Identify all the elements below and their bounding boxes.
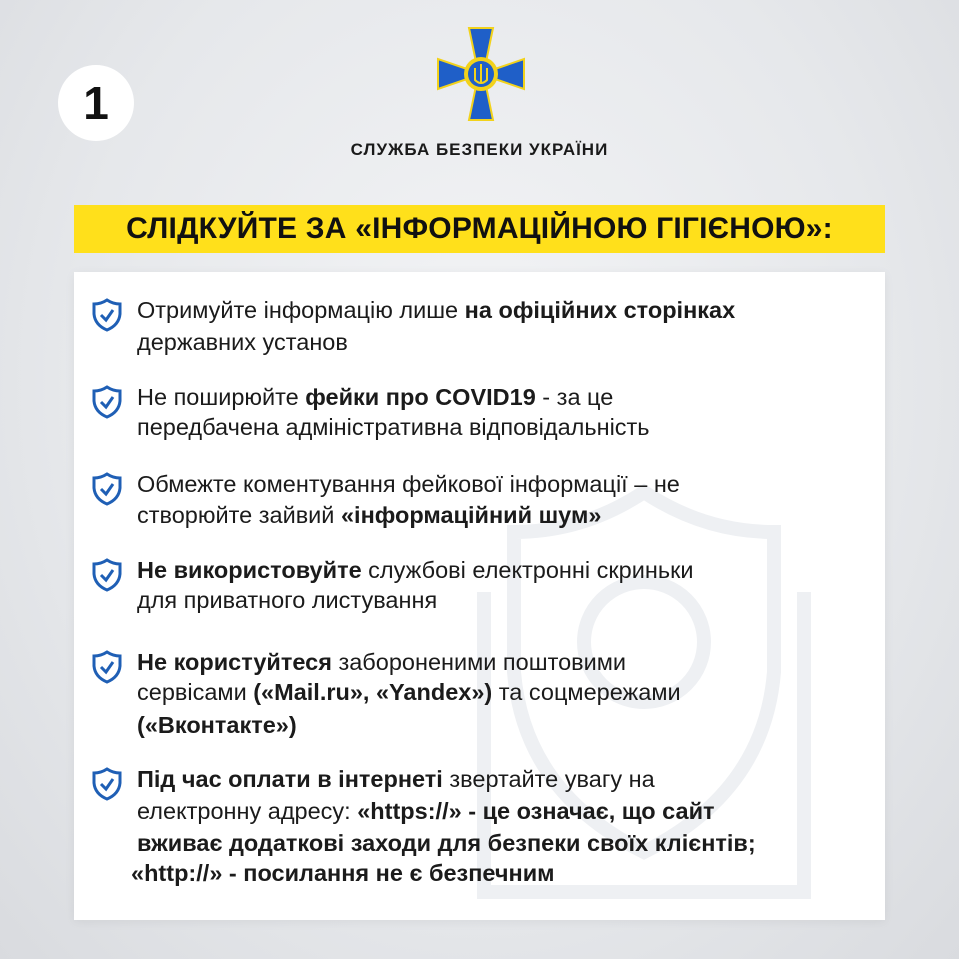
tip-line <box>131 858 555 889</box>
step-number-badge <box>58 65 134 141</box>
organization-name: СЛУЖБА БЕЗПЕКИ УКРАЇНИ <box>350 140 609 159</box>
tip-text-bold: Не використовуйте <box>137 557 362 583</box>
tip-text: створюйте зайвий <box>137 502 341 528</box>
tip-text: державних установ <box>137 329 348 355</box>
tip-text-bold: («Вконтакте») <box>137 712 297 738</box>
shield-check-icon <box>92 472 122 506</box>
tip-text-bold: («Mail.ru», «Yandex») <box>253 679 493 705</box>
tip-text-bold: «https://» - це означає, що сайт <box>357 798 715 824</box>
tip-text-bold: на офіційних сторінках <box>464 297 736 323</box>
tip-text: - за це <box>535 384 614 410</box>
tip-line <box>137 828 756 859</box>
tip-text: електронну адресу: <box>137 798 358 824</box>
step-number: 1 <box>83 77 109 129</box>
shield-check-icon <box>92 558 122 592</box>
tip-text-bold: вживає додаткові заходи для безпеки своїх клієнтів; <box>137 830 756 856</box>
tip-text: сервісами <box>137 679 254 705</box>
tip-text-bold: «інформаційний шум» <box>340 502 602 528</box>
tips-card <box>74 272 885 920</box>
sbu-emblem-logo <box>436 26 526 122</box>
tip-line <box>137 412 650 443</box>
tip-line <box>137 677 681 708</box>
tip-line <box>137 500 601 531</box>
headline: СЛІДКУЙТЕ ЗА «ІНФОРМАЦІЙНОЮ ГІГІЄНОЮ»: <box>126 212 833 245</box>
tip-line <box>137 796 715 827</box>
tip-text: забороненими поштовими <box>331 649 627 675</box>
tip-text-bold: «http://» - посилання не є безпечним <box>131 860 555 886</box>
tip-line <box>137 585 437 616</box>
shield-check-icon <box>92 767 122 801</box>
headline-banner <box>74 205 885 253</box>
tip-text: передбачена адміністративна відповідальність <box>137 414 650 440</box>
tip-text: Не поширюйте <box>137 384 306 410</box>
tip-line <box>137 469 680 500</box>
tip-line <box>137 295 735 326</box>
shield-check-icon <box>92 298 122 332</box>
tip-line <box>137 327 348 358</box>
shield-check-icon <box>92 385 122 419</box>
tip-line <box>137 710 297 741</box>
tip-line <box>137 647 626 678</box>
tip-text: службові електронні скриньки <box>361 557 694 583</box>
tip-text-bold: Не користуйтеся <box>137 649 332 675</box>
tip-text: Отримуйте інформацію лише <box>137 297 465 323</box>
tip-text-bold: фейки про COVID19 <box>305 384 536 410</box>
tip-line <box>137 382 613 413</box>
tip-text-bold: Під час оплати в інтернеті <box>137 766 443 792</box>
tip-text: для приватного листування <box>137 587 438 613</box>
shield-check-icon <box>92 650 122 684</box>
tip-line <box>137 764 655 795</box>
tip-text: звертайте увагу на <box>442 766 655 792</box>
tip-text: та соцмережами <box>492 679 681 705</box>
tip-line <box>137 555 694 586</box>
tip-text: Обмежте коментування фейкової інформації – не <box>137 471 680 497</box>
